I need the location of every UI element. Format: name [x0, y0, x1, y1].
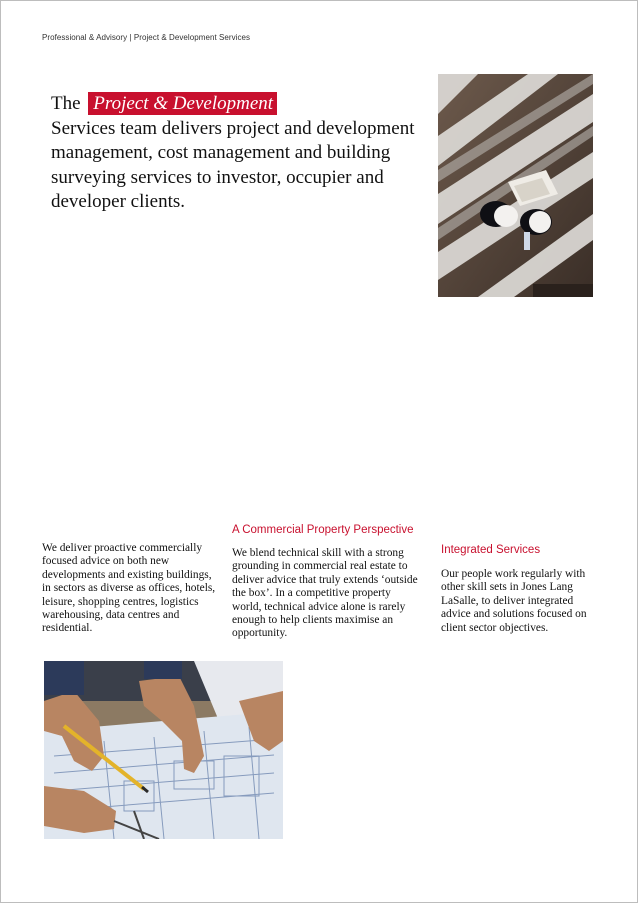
blueprint-illustration [44, 661, 283, 839]
hard-hats-photo [438, 74, 593, 297]
breadcrumb: Professional & Advisory | Project & Development Services [42, 33, 251, 42]
intro-highlight: Project & Development [88, 92, 277, 115]
intro-rest: Services team delivers project and development management, cost management and building surveying services to investor, occupier and developer clients. [51, 117, 415, 212]
column-1-body: We deliver proactive commercially focused advice on both new developments and existing buildings, in sectors as diverse as offices, hotels, leisure, shopping centres, logistics warehousing, data centres and residential. [42, 542, 216, 635]
column-2-body: We blend technical skill with a strong grounding in commercial real estate to deliver advice that truly extends ‘outside the box’. In a competitive property world, technical advice alone is rarely enough to help clients maximise an opportunity. [232, 547, 418, 640]
intro-lead-word: The [51, 93, 81, 114]
intro-first-line [51, 92, 423, 117]
column-3-body: Our people work regularly with other skill sets in Jones Lang LaSalle, to deliver integrated advice and solutions focused on client sector objectives. [441, 568, 587, 634]
blueprint-photo [44, 661, 283, 839]
column-3-heading: Integrated Services [441, 544, 541, 556]
column-2-heading: A Commercial Property Perspective [232, 524, 414, 536]
intro-paragraph [51, 92, 423, 215]
hard-hats-illustration [438, 74, 593, 297]
